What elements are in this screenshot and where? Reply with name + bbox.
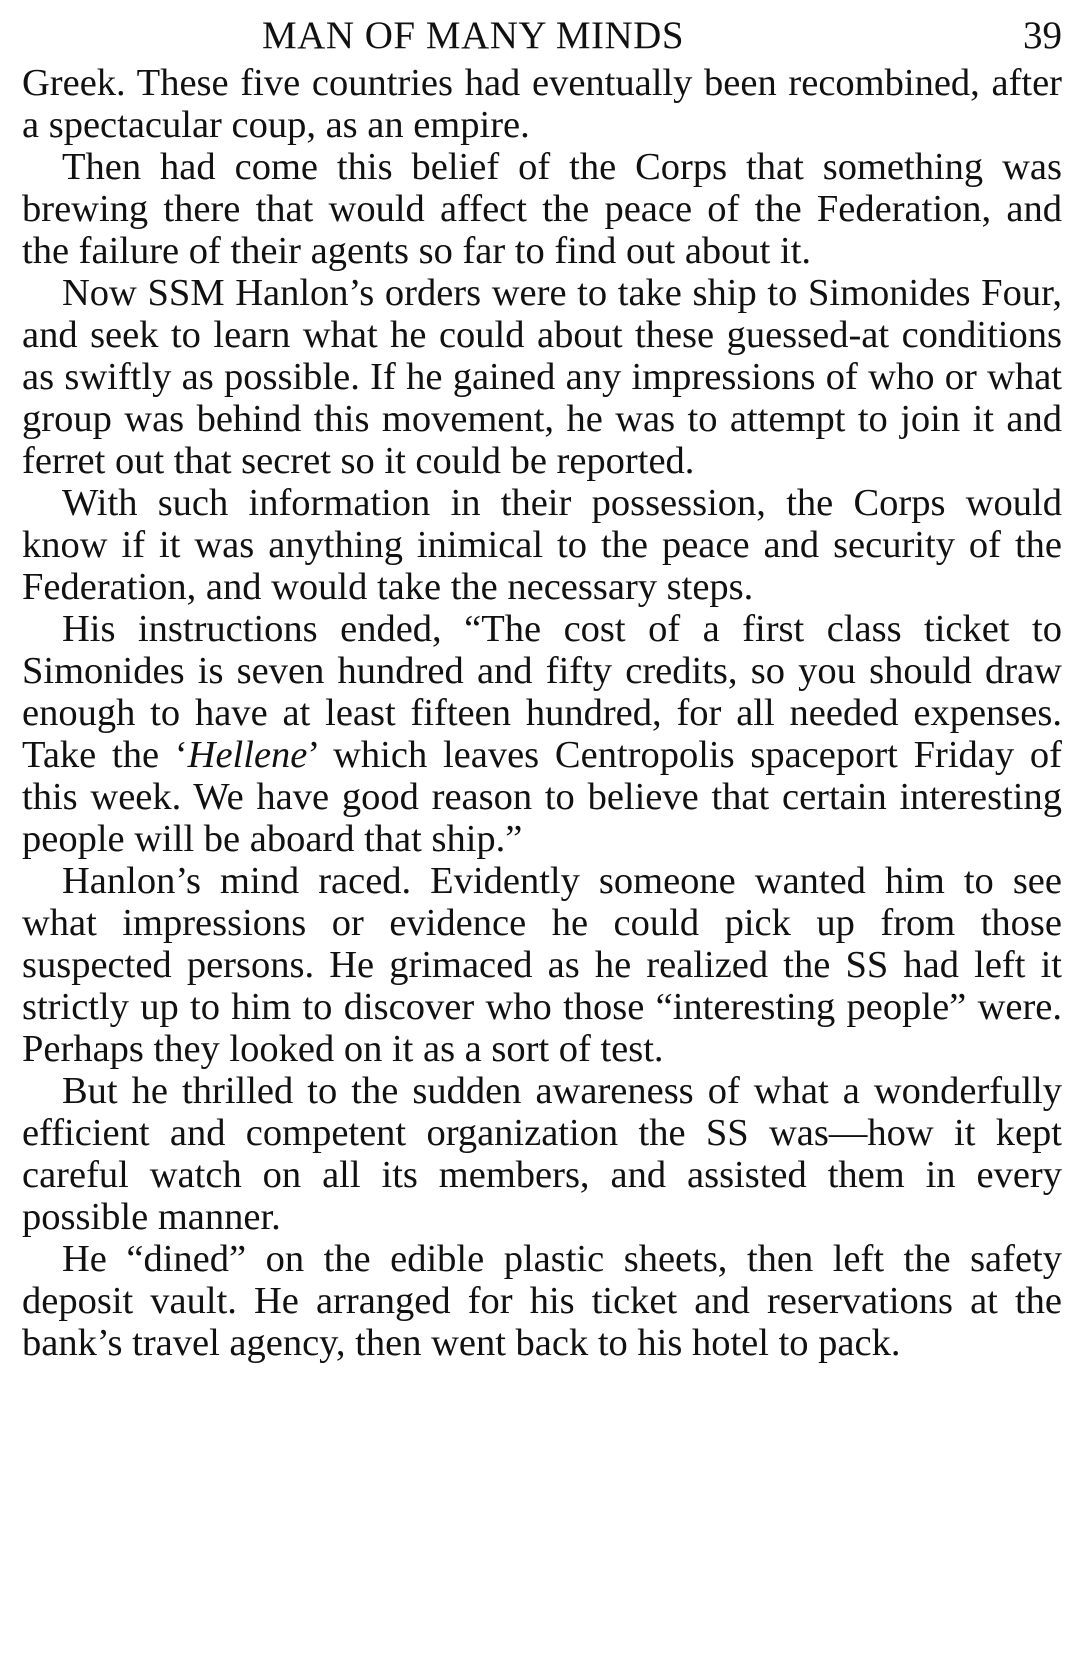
book-page — [22, 0, 1062, 1364]
paragraph: His instructions ended, “The cost of a first class ticket to Simonides is seven hundred and fifty credits, so you should draw enough to have at least fifteen hundred, for all needed expenses. Take the ‘Hellene’ which leaves Centropolis spaceport Friday of this week. We have good reason to believe that certain interesting people will be aboard that ship.” — [22, 608, 1062, 860]
paragraph: But he thrilled to the sudden awareness of what a wonderfully efficient and competent organization the SS was—how it kept careful watch on all its members, and assisted them in every possible manner. — [22, 1070, 1062, 1238]
body-text — [22, 62, 1062, 1364]
page-number: 39 — [1023, 14, 1062, 57]
running-title: MAN OF MANY MINDS — [262, 14, 685, 57]
ship-name: Hellene — [187, 734, 308, 776]
paragraph-text: His instructions ended, “The cost of a first class ticket to Simonides is seven hundred and fifty credits, so you should draw enough to have at least fifteen hundred, for all needed expenses. Take the — [22, 608, 1062, 776]
paragraph: With such information in their possession, the Corps would know if it was anything inimical to the peace and security of the Federation, and would take the necessary steps. — [22, 482, 1062, 608]
paragraph: Now SSM Hanlon’s orders were to take ship to Simonides Four, and seek to learn what he could about these guessed-at conditions as swiftly as possible. If he gained any impressions of who or what group was behind this movement, he was to attempt to join it and ferret out that secret so it could be reported. — [22, 272, 1062, 482]
paragraph: He “dined” on the edible plastic sheets, then left the safety deposit vault. He arranged for his ticket and reservations at the bank’s travel agency, then went back to his hotel to pack. — [22, 1238, 1062, 1364]
paragraph: Then had come this belief of the Corps that something was brewing there that would affect the peace of the Federation, and the failure of their agents so far to find out about it. — [22, 146, 1062, 272]
page-header — [22, 0, 1062, 62]
paragraph: Hanlon’s mind raced. Evidently someone wanted him to see what impressions or evidence he could pick up from those suspected persons. He grimaced as he realized the SS had left it strictly up to him to discover who those “interesting people” were. Perhaps they looked on it as a sort of test. — [22, 860, 1062, 1070]
paragraph-text: ’ which leaves Centropolis spaceport Friday of this week. We have good reason to believe that certain interesting people will be aboard that ship.” — [22, 734, 1062, 860]
paragraph: Greek. These five countries had eventually been recombined, after a spectacular coup, as an empire. — [22, 62, 1062, 146]
